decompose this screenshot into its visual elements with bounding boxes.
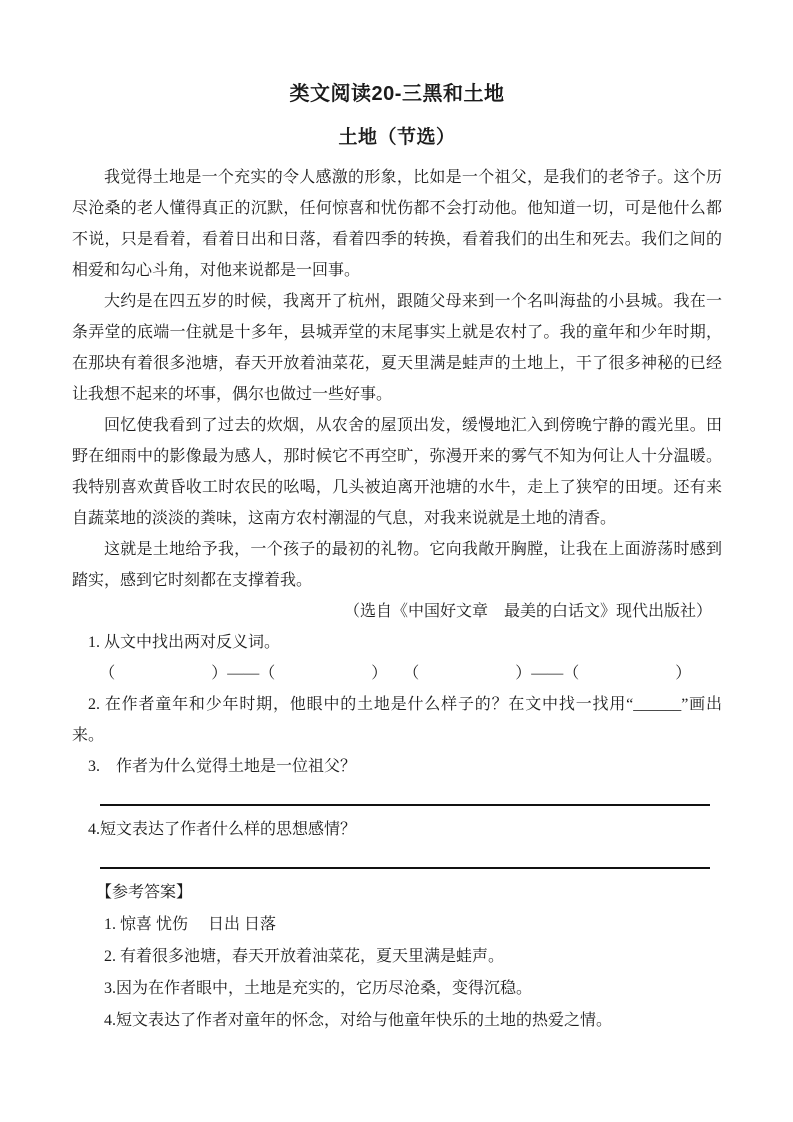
- question-1-answer-blanks: （ ）——（ ） （ ）——（ ）: [99, 665, 692, 682]
- passage-paragraph-4: 这就是土地给予我，一个孩子的最初的礼物。它向我敞开胸膛，让我在上面游荡时感到踏实，感到它时刻都在支撑着我。: [72, 541, 722, 589]
- answer-key-item-4: 4.短文表达了作者对童年的怀念，对给与他童年快乐的土地的热爱之情。: [104, 1012, 613, 1029]
- question-1: 1. 从文中找出两对反义词。: [88, 634, 281, 651]
- passage-title: 土地（节选）: [338, 127, 456, 148]
- question-3-writing-line: [100, 804, 710, 806]
- answer-key-header: 【参考答案】: [96, 884, 193, 901]
- source-attribution: （选自《中国好文章 最美的白话文》现代出版社）: [343, 603, 712, 620]
- answer-key-item-3: 3.因为在作者眼中，土地是充实的，它历尽沧桑，变得沉稳。: [104, 980, 533, 997]
- passage-paragraph-3: 回忆使我看到了过去的炊烟，从农舍的屋顶出发，缓慢地汇入到傍晚宁静的霞光里。田野在细雨中的影像最为感人，那时候它不再空旷，弥漫开来的雾气不知为何让人十分温暖。我特别喜欢黄昏收工时农民的吆喝，几头被迫离开池塘的水牛，走上了狭窄的田埂。还有来自蔬菜地的淡淡的粪味，这南方农村潮湿的气息，对我来说就是土地的清香。: [72, 417, 722, 527]
- question-2: 2. 在作者童年和少年时期，他眼中的土地是什么样子的？在文中找一找用“______”画出来。: [72, 696, 722, 744]
- passage-body: [72, 162, 722, 596]
- question-4: 4.短文表达了作者什么样的思想感情？: [88, 821, 357, 838]
- questions-section: [72, 627, 722, 869]
- answer-key-section: [72, 877, 722, 1037]
- answer-key-item-2: 2. 有着很多池塘，春天开放着油菜花，夏天里满是蛙声。: [104, 948, 505, 965]
- answer-key-item-1: 1. 惊喜 忧伤 日出 日落: [104, 916, 277, 933]
- question-4-writing-line: [100, 867, 710, 869]
- document-title: 类文阅读20-三黑和土地: [289, 83, 505, 105]
- question-3: 3. 作者为什么觉得土地是一位祖父？: [88, 758, 357, 775]
- passage-paragraph-2: 大约是在四五岁的时候，我离开了杭州，跟随父母来到一个名叫海盐的小县城。我在一条弄堂的底端一住就是十多年，县城弄堂的末尾事实上就是农村了。我的童年和少年时期，在那块有着很多池塘，春天开放着油菜花，夏天里满是蛙声的土地上，干了很多神秘的已经让我想不起来的坏事，偶尔也做过一些好事。: [72, 293, 722, 403]
- passage-paragraph-1: 我觉得土地是一个充实的令人感激的形象，比如是一个祖父，是我们的老爷子。这个历尽沧桑的老人懂得真正的沉默，任何惊喜和忧伤都不会打动他。他知道一切，可是他什么都不说，只是看着，看着日出和日落，看着四季的转换，看着我们的出生和死去。我们之间的相爱和勾心斗角，对他来说都是一回事。: [72, 169, 722, 279]
